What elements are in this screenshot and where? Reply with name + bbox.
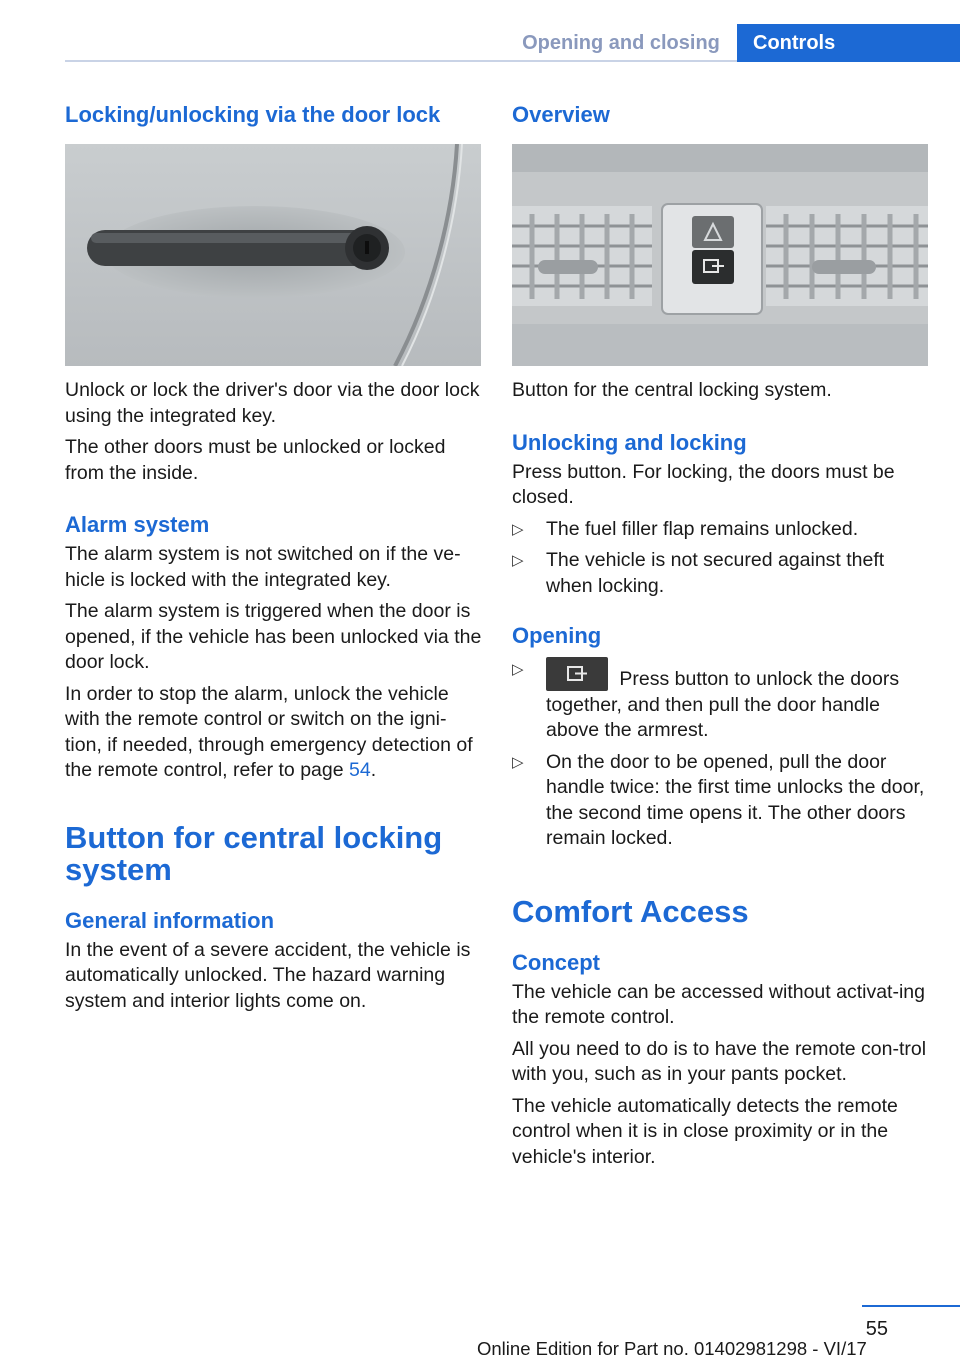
overview-heading: Overview <box>512 102 610 127</box>
left-column <box>65 100 483 1014</box>
door-lock-paragraph-1: Unlock or lock the driver's door via the door lock using the integrated key. <box>65 379 480 427</box>
alarm-paragraph-1: The alarm system is not switched on if the ve‐hicle is locked with the integrated key. <box>65 543 461 591</box>
concept-paragraph-3: The vehicle automatically detects the remote control when it is in close proximity or in the vehicle's interior. <box>512 1094 898 1168</box>
alarm-paragraph-3-text: In order to stop the alarm, unlock the vehicle with the remote control or switch on the igni‐tion, if needed, through emergency detection of the remote control, refer to page <box>65 682 473 781</box>
opening-heading: Opening <box>512 623 602 648</box>
comfort-access-heading: Comfort Access <box>512 893 749 929</box>
bullet-icon: ▷ <box>512 520 524 538</box>
concept-paragraph-2: All you need to do is to have the remote con‐trol with you, such as in your pants pocket. <box>512 1037 927 1085</box>
overview-caption: Button for the central locking system. <box>512 379 832 401</box>
alarm-heading: Alarm system <box>65 512 210 537</box>
list-item <box>512 517 930 543</box>
central-lock-button-image <box>512 144 928 366</box>
list-item <box>512 548 930 599</box>
door-lock-paragraph-2: The other doors must be unlocked or locked from the inside. <box>65 436 446 484</box>
central-locking-button-icon <box>546 657 608 691</box>
alarm-paragraph-3 <box>65 682 483 784</box>
vent-panel-illustration <box>512 144 928 366</box>
page-number: 55 <box>865 1318 888 1340</box>
unlocking-paragraph: Press button. For locking, the doors must be closed. <box>512 460 895 508</box>
list-item-text: On the door to be opened, pull the door handle twice: the first time unlocks the door, the second time opens it. The other doors remain locked. <box>546 750 925 849</box>
unlocking-list <box>512 517 930 600</box>
list-item-text: The fuel filler flap remains unlocked. <box>546 517 859 540</box>
door-lock-heading: Locking/unlocking via the door lock <box>65 102 441 127</box>
concept-heading: Concept <box>512 949 600 975</box>
list-item-text: The vehicle is not secured against theft when locking. <box>546 549 885 597</box>
door-handle-image <box>65 144 481 366</box>
general-info-heading: General information <box>65 907 275 933</box>
bullet-icon: ▷ <box>512 661 524 678</box>
list-item <box>512 657 930 744</box>
page-link[interactable]: 54 <box>349 759 371 781</box>
list-item <box>512 750 930 852</box>
chapter-tab[interactable]: Controls <box>737 24 960 62</box>
alarm-paragraph-2: The alarm system is triggered when the door is opened, if the vehicle has been unlocked via the door lock. <box>65 600 482 673</box>
bullet-icon: ▷ <box>512 753 524 771</box>
door-handle-illustration <box>65 144 481 366</box>
central-locking-heading: Button for central locking system <box>65 819 443 887</box>
edition-label: Online Edition for Part no. 01402981298 - VI/17 <box>477 1338 867 1359</box>
list-item-text: Press button to unlock the doors together, and then pull the door handle above the armrest. <box>546 668 900 741</box>
unlocking-heading: Unlocking and locking <box>512 429 747 455</box>
opening-list <box>512 657 930 852</box>
footer-rule <box>862 1305 960 1307</box>
section-tab[interactable]: Opening and closing <box>522 32 720 54</box>
right-column <box>512 100 930 1170</box>
alarm-paragraph-3-end: . <box>370 759 377 781</box>
bullet-icon: ▷ <box>512 552 524 569</box>
general-info-paragraph: In the event of a severe accident, the vehicle is automatically unlocked. The hazard warning system and interior lights come on. <box>65 938 471 1012</box>
concept-paragraph-1: The vehicle can be accessed without activat‐ing the remote control. <box>512 980 925 1028</box>
